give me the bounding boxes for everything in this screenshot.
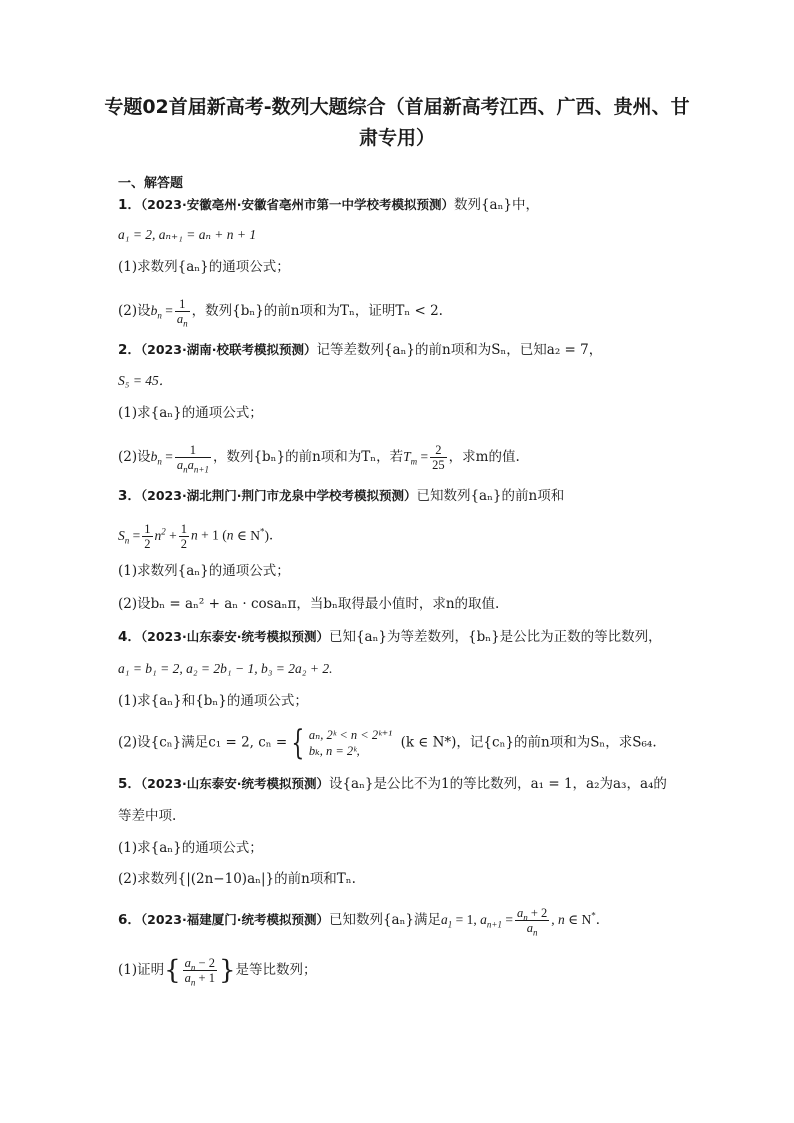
question-number: 5． bbox=[118, 776, 141, 792]
question-number: 3． bbox=[118, 488, 141, 504]
question-stem: 数列{aₙ}中， bbox=[453, 197, 540, 213]
question-4-part-1: (1)求{aₙ}和{bₙ}的通项公式； bbox=[118, 693, 308, 709]
fraction: $\frac{1}{2}$ bbox=[180, 522, 187, 551]
question-3-part-1: (1)求数列{aₙ}的通项公式； bbox=[118, 563, 290, 579]
question-source: （2023·湖北荆门·荆门市龙泉中学校考模拟预测） bbox=[140, 488, 417, 503]
fraction: $\frac{1}{2}$ bbox=[144, 522, 151, 551]
question-2-condition: S₅ = 45． bbox=[118, 373, 173, 388]
fraction: $\frac{1}{a_na_{n+1}}$ bbox=[176, 443, 209, 475]
question-source: （2023·山东泰安·统考模拟预测） bbox=[140, 776, 329, 791]
fraction: $\frac{a_n + 2}{a_n}$ bbox=[516, 906, 548, 938]
question-2-header bbox=[118, 340, 708, 360]
section-heading: 一、解答题 bbox=[118, 176, 184, 191]
question-stem: 已知{aₙ}为等差数列，{bₙ}是公比为正数的等比数列， bbox=[328, 629, 662, 645]
fraction: $\frac{a_n - 2}{a_n + 1}$ bbox=[184, 956, 215, 988]
question-source: （2023·福建厦门·统考模拟预测） bbox=[140, 912, 329, 927]
question-6-header: 6．（2023·福建厦门·统考模拟预测）已知数列{aₙ}满足$a_1 = 1$, $a_{n+1}$ = $\frac{a_n + 2}{a_n}$ , n ∈ N*． bbox=[118, 906, 610, 938]
question-1-condition: a₁ = 2, aₙ₊₁ = aₙ + n + 1 bbox=[118, 227, 257, 242]
question-stem: 已知数列{aₙ}的前n项和 bbox=[416, 488, 565, 504]
question-3-condition: $S_n$ = $\frac{1}{2}$ $n^2$ + $\frac{1}{2}$ n + 1 (n ∈ N*)． bbox=[118, 522, 283, 551]
fraction: $\frac{2}{25}$ bbox=[432, 443, 445, 472]
question-4-condition: a₁ = b₁ = 2, a₂ = 2b₁ − 1, b₃ = 2a₂ + 2. bbox=[118, 661, 333, 676]
brace: } bbox=[218, 955, 236, 986]
question-5-stem-continued: 等差中项. bbox=[118, 808, 177, 824]
question-5-part-2: (2)求数列{|(2n−10)aₙ|}的前n项和Tₙ. bbox=[118, 871, 356, 887]
question-source: （2023·山东泰安·统考模拟预测） bbox=[140, 629, 329, 644]
question-1-part-2: (2)设$b_n$ = $\frac{1}{a_n}$ ，数列{bₙ}的前n项和为Tₙ，证明Tₙ < 2. bbox=[118, 297, 443, 329]
question-4-part-2: (2)设{cₙ}满足c₁ = 2, cₙ = { aₙ, 2ᵏ < n < 2ᵏ⁺¹ bₖ, n = 2ᵏ, (k ∈ N*)，记{cₙ}的前n项和为Sₙ，求S₆₄. bbox=[118, 723, 657, 763]
question-stem: 已知数列{aₙ}满足 bbox=[328, 912, 442, 928]
question-4-header bbox=[118, 627, 708, 647]
page-title: 专题02首届新高考-数列大题综合（首届新高考江西、广西、贵州、甘肃专用） bbox=[104, 96, 690, 149]
question-stem: 记等差数列{aₙ}的前n项和为Sₙ，已知a₂ = 7， bbox=[316, 342, 603, 358]
question-2-part-2: (2)设$b_n$ = $\frac{1}{a_na_{n+1}}$ ，数列{bₙ}的前n项和为Tₙ，若$T_m$ = $\frac{2}{25}$ ，求m的值. bbox=[118, 443, 520, 475]
question-2-part-1: (1)求{aₙ}的通项公式； bbox=[118, 405, 263, 421]
question-1-part-1: (1)求数列{aₙ}的通项公式； bbox=[118, 259, 290, 275]
question-source: （2023·安徽亳州·安徽省亳州市第一中学校考模拟预测） bbox=[140, 197, 454, 212]
question-number: 4． bbox=[118, 629, 141, 645]
question-5-part-1: (1)求{aₙ}的通项公式； bbox=[118, 840, 263, 856]
question-3-header bbox=[118, 486, 708, 506]
question-number: 2． bbox=[118, 342, 141, 358]
question-number: 6． bbox=[118, 912, 141, 928]
question-6-part-1: (1)证明{ $\frac{a_n - 2}{a_n + 1}$ }是等比数列； bbox=[118, 955, 317, 988]
question-stem: 设{aₙ}是公比不为1的等比数列，a₁ = 1，a₂为a₃，a₄的 bbox=[328, 776, 667, 792]
question-number: 1． bbox=[118, 197, 141, 213]
question-5-header bbox=[118, 774, 708, 794]
question-3-part-2: (2)设bₙ = aₙ² + aₙ · cosaₙπ，当bₙ取得最小值时，求n的取值. bbox=[118, 596, 500, 612]
question-1-header bbox=[118, 195, 708, 215]
fraction: $\frac{1}{a_n}$ bbox=[176, 297, 188, 329]
question-source: （2023·湖南·校联考模拟预测） bbox=[140, 342, 317, 357]
brace: { bbox=[164, 955, 181, 986]
piecewise-cases: aₙ, 2ᵏ < n < 2ᵏ⁺¹ bₖ, n = 2ᵏ, bbox=[308, 728, 392, 758]
brace: { bbox=[291, 723, 305, 763]
